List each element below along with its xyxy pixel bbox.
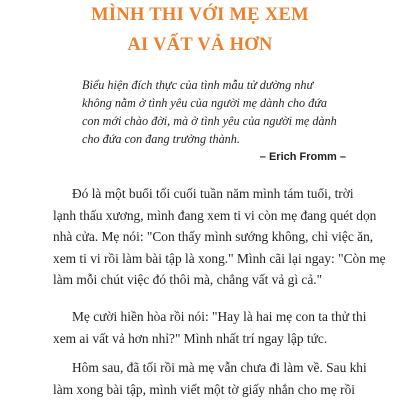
paragraph-line: xem ti vi rồi làm bài tập là xong." Mình cãi lại ngay: "Còn mẹ <box>53 250 386 266</box>
paragraph-line: làm xong bài tập, mình viết một tờ giấy nhắn cho mẹ rồi <box>53 381 355 397</box>
paragraph-line: làm mỗi chút việc đó thôi mà, chẳng vất vả gì cả." <box>53 272 323 288</box>
paragraph-line: Mẹ cười hiền hòa rồi nói: "Hay là hai mẹ con ta thử thi <box>72 309 367 324</box>
body-paragraph <box>53 183 386 291</box>
paragraph-line: xem ai vất vả hơn nhỉ?" Mình nhất trí ngay lập tức. <box>53 330 328 346</box>
epigraph-line: cho đứa con đang trưởng thành. <box>82 132 240 146</box>
paragraph-line: nhà cửa. Mẹ nói: "Con thấy mình sướng không, chỉ việc ăn, <box>53 229 374 245</box>
epigraph-line: Biểu hiện đích thực của tình mẫu tử dường như <box>82 78 314 92</box>
epigraph-line: con mới chào đời, mà ở tình yêu của người mẹ dành <box>82 114 337 128</box>
paragraph-line: Đó là một buổi tối cuối tuần năm mình tám tuổi, trời <box>72 186 354 201</box>
paragraph-line: Hôm sau, đã tối rồi mà mẹ vẫn chưa đi làm về. Sau khi <box>72 360 367 375</box>
body-paragraph <box>53 357 367 400</box>
chapter-title-line-1: MÌNH THI VỚI MẸ XEM <box>91 5 309 25</box>
epigraph-attribution: – Erich Fromm – <box>259 151 346 163</box>
epigraph-line: không nằm ở tình yêu của người mẹ dành cho đứa <box>82 96 327 110</box>
epigraph-quote <box>82 76 344 148</box>
chapter-title-line-2: AI VẤT VẢ HƠN <box>127 35 273 55</box>
body-paragraph <box>53 306 367 349</box>
paragraph-line: lạnh thấu xương, mình đang xem ti vi còn mẹ đang quét dọn <box>53 207 377 223</box>
